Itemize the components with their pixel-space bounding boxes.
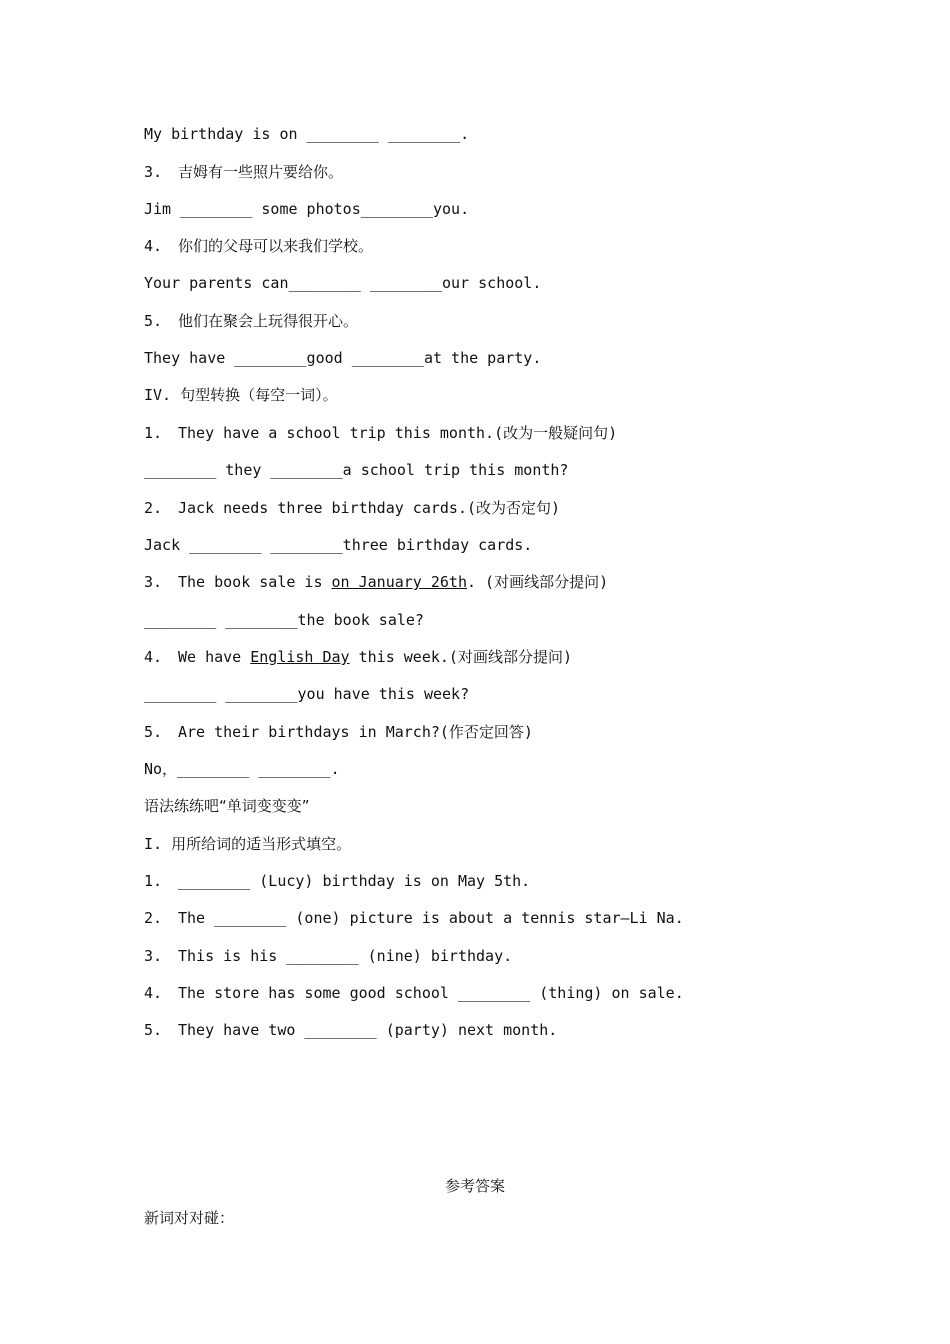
item-number: 1. [144, 424, 163, 442]
item-number: 2. [144, 499, 163, 517]
sentence-line: ________ ________the book sale? [144, 611, 424, 629]
sentence-line: Your parents can________ ________our school. [144, 274, 542, 292]
item-number: 5. [144, 1021, 163, 1039]
fill-question-1: 1. ________ (Lucy) birthday is on May 5th. [144, 872, 531, 890]
item-number: 3. [144, 947, 163, 965]
sentence-line: ________ ________you have this week? [144, 685, 470, 703]
item-number: 4. [144, 648, 163, 666]
question-3-chinese: 3. 吉姆有一些照片要给你。 [144, 163, 344, 181]
sentence-line: No，________ ________. [144, 760, 340, 778]
item-number: 1. [144, 872, 163, 890]
transform-question-1: 1. They have a school trip this month.(改为一般疑问句) [144, 424, 618, 442]
section-heading-grammar: 语法练练吧“单词变变变” [144, 797, 310, 815]
fill-question-4: 4. The store has some good school ________ (thing) on sale. [144, 984, 684, 1002]
answer-section-heading: 新词对对碰： [144, 1209, 235, 1227]
sentence-line: They have ________good ________at the party. [144, 349, 542, 367]
fill-question-2: 2. The ________ (one) picture is about a tennis star—Li Na. [144, 909, 684, 927]
underlined-phrase: on January 26th [331, 573, 467, 591]
sentence-line: Jim ________ some photos________you. [144, 200, 470, 218]
section-heading-i: I. 用所给词的适当形式填空。 [144, 835, 352, 853]
sentence-line: Jack ________ ________three birthday cards. [144, 536, 533, 554]
sentence-line: ________ they ________a school trip this month? [144, 461, 569, 479]
fill-question-3: 3. This is his ________ (nine) birthday. [144, 947, 513, 965]
sentence-line: My birthday is on ________ ________. [144, 125, 470, 143]
answer-key-title: 参考答案 [444, 1177, 505, 1195]
underlined-phrase: English Day [250, 648, 350, 666]
fill-question-5: 5. They have two ________ (party) next month. [144, 1021, 558, 1039]
item-number: 4. [144, 237, 163, 255]
item-number: 5. [144, 312, 163, 330]
transform-question-5: 5. Are their birthdays in March?(作否定回答) [144, 723, 533, 741]
item-number: 5. [144, 723, 163, 741]
question-4-chinese: 4. 你们的父母可以来我们学校。 [144, 237, 374, 255]
section-heading-iv: IV. 句型转换（每空一词）。 [144, 386, 338, 404]
question-5-chinese: 5. 他们在聚会上玩得很开心。 [144, 312, 359, 330]
item-number: 3. [144, 573, 163, 591]
item-number: 3. [144, 163, 163, 181]
transform-question-2: 2. Jack needs three birthday cards.(改为否定句) [144, 499, 561, 517]
transform-question-4: 4. We have English Day this week.(对画线部分提问) [144, 648, 572, 666]
item-number: 4. [144, 984, 163, 1002]
item-number: 2. [144, 909, 163, 927]
transform-question-3: 3. The book sale is on January 26th. (对画线部分提问) [144, 573, 609, 591]
